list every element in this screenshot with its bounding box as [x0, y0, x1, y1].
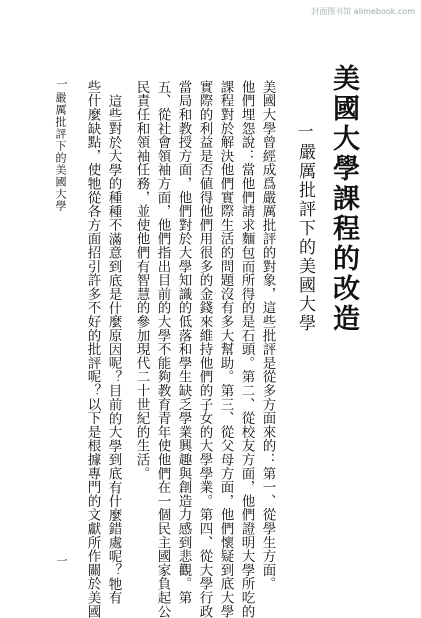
section-title: 嚴厲批評下的美國大學 [295, 143, 315, 333]
text-line: 他們埋怨說：當他們請求麵包而所得的是石頭。第二、從校友方面，他們證明大學所吃的 [238, 80, 255, 618]
page-marker-top: 一 [55, 78, 68, 90]
chapter-title: 美國大學課程的改造 [328, 64, 359, 334]
text-line: 美國大學曾經成爲嚴厲批評的對象，這些批評是從多方面來的：第一、從學生方面。 [259, 80, 276, 591]
body-text [82, 80, 282, 618]
text-line: 實際的利益是否値得他們用很多的金錢來維持他們的子女的大學學業。第四、從大學行政 [196, 80, 213, 618]
running-header: 嚴厲批評下的美國大學 [54, 92, 67, 212]
section-number: 一 [295, 123, 314, 140]
text-line: 課程對於解決他們實際生活的問題沒有多大幫助。第三、從父母方面，他們懷疑到底大學 [217, 80, 234, 618]
text-line: 民責任和領袖任務，並使他們有智慧的參加現代二十世紀的生活。 [133, 80, 150, 481]
text-line: 當局和教授方面，他們對於大學知識的低落和學生缺乏學業興趣與創造力感到悲觀。第 [175, 80, 192, 605]
watermark: 封面图书馆 alimebook.com [311, 7, 415, 16]
text-line: 些什麼缺點，使牠從各方面招引許多不好的批評呢？以下是根據專門的文獻所作關於美國 [84, 80, 101, 618]
page-marker-bottom: 一 [55, 555, 68, 567]
text-line: 這些對於大學的種種不滿意到底是什麼原因呢？目前的大學到底有什麼錯處呢？牠有 [105, 94, 122, 605]
text-line: 五、從社會領袖方面，他們指出目前的大學不能夠教育青年使他們在一個民主國家負起公 [154, 80, 171, 618]
